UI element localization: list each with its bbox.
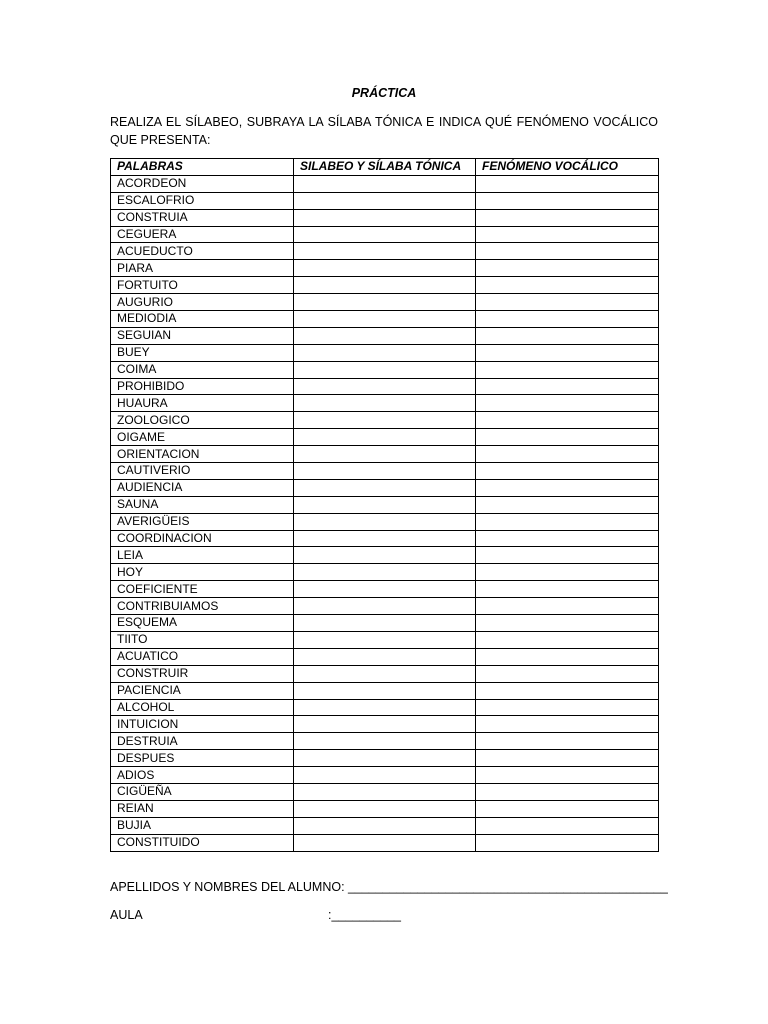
syllabification-cell[interactable]	[294, 665, 476, 682]
vowel-phenomenon-cell[interactable]	[476, 547, 659, 564]
word-cell: REIAN	[111, 800, 294, 817]
syllabification-cell[interactable]	[294, 615, 476, 632]
table-row	[111, 767, 659, 784]
vowel-phenomenon-cell[interactable]	[476, 834, 659, 851]
syllabification-cell[interactable]	[294, 817, 476, 834]
vowel-phenomenon-cell[interactable]	[476, 327, 659, 344]
vowel-phenomenon-cell[interactable]	[476, 648, 659, 665]
table-row	[111, 513, 659, 530]
vowel-phenomenon-cell[interactable]	[476, 716, 659, 733]
syllabification-cell[interactable]	[294, 682, 476, 699]
table-row	[111, 598, 659, 615]
table-row	[111, 209, 659, 226]
table-row	[111, 192, 659, 209]
page-title: PRÁCTICA	[351, 86, 417, 100]
column-header-palabras: PALABRAS	[111, 159, 294, 176]
vowel-phenomenon-cell[interactable]	[476, 378, 659, 395]
vowel-phenomenon-cell[interactable]	[476, 631, 659, 648]
student-name-line: APELLIDOS Y NOMBRES DEL ALUMNO: ______________________________________________	[110, 880, 668, 894]
word-cell: SEGUIAN	[111, 327, 294, 344]
syllabification-cell[interactable]	[294, 311, 476, 328]
table-row	[111, 496, 659, 513]
table-row	[111, 361, 659, 378]
vowel-phenomenon-cell[interactable]	[476, 530, 659, 547]
word-cell: CONSTRUIR	[111, 665, 294, 682]
syllabification-cell[interactable]	[294, 598, 476, 615]
table-row	[111, 834, 659, 851]
table-header-row	[111, 159, 659, 176]
table-body	[111, 175, 659, 851]
word-cell: CONSTITUIDO	[111, 834, 294, 851]
syllabification-cell[interactable]	[294, 564, 476, 581]
word-cell: ALCOHOL	[111, 699, 294, 716]
word-cell: ACUATICO	[111, 648, 294, 665]
table-row	[111, 311, 659, 328]
word-cell: LEIA	[111, 547, 294, 564]
table-row	[111, 226, 659, 243]
vowel-phenomenon-cell[interactable]	[476, 446, 659, 463]
syllabification-cell[interactable]	[294, 260, 476, 277]
word-cell: HUAURA	[111, 395, 294, 412]
vowel-phenomenon-cell[interactable]	[476, 800, 659, 817]
syllabification-cell[interactable]	[294, 175, 476, 192]
table-row	[111, 344, 659, 361]
vowel-phenomenon-cell[interactable]	[476, 598, 659, 615]
word-cell: INTUICION	[111, 716, 294, 733]
vowel-phenomenon-cell[interactable]	[476, 311, 659, 328]
syllabification-cell[interactable]	[294, 716, 476, 733]
syllabification-cell[interactable]	[294, 361, 476, 378]
word-cell: PROHIBIDO	[111, 378, 294, 395]
table-row	[111, 615, 659, 632]
word-cell: ESCALOFRIO	[111, 192, 294, 209]
vowel-phenomenon-cell[interactable]	[476, 226, 659, 243]
vowel-phenomenon-cell[interactable]	[476, 479, 659, 496]
syllabification-cell[interactable]	[294, 699, 476, 716]
syllabification-cell[interactable]	[294, 412, 476, 429]
vowel-phenomenon-cell[interactable]	[476, 209, 659, 226]
syllabification-cell[interactable]	[294, 800, 476, 817]
syllabification-cell[interactable]	[294, 513, 476, 530]
table-row	[111, 682, 659, 699]
syllabification-cell[interactable]	[294, 395, 476, 412]
table-row	[111, 750, 659, 767]
vowel-phenomenon-cell[interactable]	[476, 665, 659, 682]
table-row	[111, 699, 659, 716]
vowel-phenomenon-cell[interactable]	[476, 682, 659, 699]
table-row	[111, 277, 659, 294]
vowel-phenomenon-cell[interactable]	[476, 395, 659, 412]
vowel-phenomenon-cell[interactable]	[476, 783, 659, 800]
vowel-phenomenon-cell[interactable]	[476, 581, 659, 598]
word-cell: OIGAME	[111, 429, 294, 446]
word-cell: COORDINACION	[111, 530, 294, 547]
syllabification-cell[interactable]	[294, 192, 476, 209]
table-row	[111, 564, 659, 581]
syllabification-cell[interactable]	[294, 496, 476, 513]
vowel-phenomenon-cell[interactable]	[476, 277, 659, 294]
syllabification-cell[interactable]	[294, 294, 476, 311]
vowel-phenomenon-cell[interactable]	[476, 344, 659, 361]
table-row	[111, 631, 659, 648]
table-row	[111, 648, 659, 665]
vowel-phenomenon-cell[interactable]	[476, 733, 659, 750]
word-cell: CEGUERA	[111, 226, 294, 243]
syllabification-cell[interactable]	[294, 243, 476, 260]
table-row	[111, 243, 659, 260]
syllabification-cell[interactable]	[294, 767, 476, 784]
vowel-phenomenon-cell[interactable]	[476, 767, 659, 784]
vowel-phenomenon-cell[interactable]	[476, 243, 659, 260]
word-cell: ESQUEMA	[111, 615, 294, 632]
word-cell: BUEY	[111, 344, 294, 361]
syllabification-cell[interactable]	[294, 479, 476, 496]
aula-label: AULA	[110, 908, 143, 922]
table-row	[111, 547, 659, 564]
word-cell: ACUEDUCTO	[111, 243, 294, 260]
table-row	[111, 817, 659, 834]
aula-blank: :__________	[328, 908, 401, 922]
word-cell: DESPUES	[111, 750, 294, 767]
table-row	[111, 412, 659, 429]
word-cell: COIMA	[111, 361, 294, 378]
word-cell: CONTRIBUIAMOS	[111, 598, 294, 615]
word-cell: AUDIENCIA	[111, 479, 294, 496]
word-cell: SAUNA	[111, 496, 294, 513]
aula-line	[110, 908, 401, 922]
vowel-phenomenon-cell[interactable]	[476, 192, 659, 209]
syllabification-cell[interactable]	[294, 327, 476, 344]
vowel-phenomenon-cell[interactable]	[476, 294, 659, 311]
syllabification-cell[interactable]	[294, 226, 476, 243]
column-header-silabeo: SILABEO Y SÍLABA TÓNICA	[294, 159, 476, 176]
word-cell: AVERIGÜEIS	[111, 513, 294, 530]
vowel-phenomenon-cell[interactable]	[476, 260, 659, 277]
vowel-phenomenon-cell[interactable]	[476, 361, 659, 378]
word-cell: ORIENTACION	[111, 446, 294, 463]
syllabification-cell[interactable]	[294, 344, 476, 361]
word-cell: PACIENCIA	[111, 682, 294, 699]
syllabification-cell[interactable]	[294, 429, 476, 446]
syllabification-cell[interactable]	[294, 581, 476, 598]
syllabification-cell[interactable]	[294, 446, 476, 463]
table-row	[111, 463, 659, 480]
vowel-phenomenon-cell[interactable]	[476, 496, 659, 513]
table-row	[111, 294, 659, 311]
word-cell: COEFICIENTE	[111, 581, 294, 598]
column-header-fenomeno: FENÓMENO VOCÁLICO	[476, 159, 659, 176]
syllabification-cell[interactable]	[294, 209, 476, 226]
table-row	[111, 733, 659, 750]
table-row	[111, 446, 659, 463]
table-row	[111, 716, 659, 733]
vowel-phenomenon-cell[interactable]	[476, 564, 659, 581]
word-cell: ACORDEON	[111, 175, 294, 192]
word-cell: BUJIA	[111, 817, 294, 834]
vowel-phenomenon-cell[interactable]	[476, 412, 659, 429]
syllabification-cell[interactable]	[294, 733, 476, 750]
word-cell: ADIOS	[111, 767, 294, 784]
table-row	[111, 175, 659, 192]
vowel-phenomenon-cell[interactable]	[476, 463, 659, 480]
table-row	[111, 783, 659, 800]
vowel-phenomenon-cell[interactable]	[476, 750, 659, 767]
syllabification-cell[interactable]	[294, 750, 476, 767]
word-cell: TIITO	[111, 631, 294, 648]
word-cell: CIGÜEÑA	[111, 783, 294, 800]
practice-table	[110, 158, 659, 852]
word-cell: CONSTRUIA	[111, 209, 294, 226]
table-row	[111, 260, 659, 277]
table-row	[111, 395, 659, 412]
vowel-phenomenon-cell[interactable]	[476, 817, 659, 834]
syllabification-cell[interactable]	[294, 530, 476, 547]
vowel-phenomenon-cell[interactable]	[476, 615, 659, 632]
table-row	[111, 378, 659, 395]
table-row	[111, 665, 659, 682]
word-cell: DESTRUIA	[111, 733, 294, 750]
syllabification-cell[interactable]	[294, 277, 476, 294]
table-row	[111, 581, 659, 598]
vowel-phenomenon-cell[interactable]	[476, 429, 659, 446]
table-row	[111, 800, 659, 817]
syllabification-cell[interactable]	[294, 378, 476, 395]
syllabification-cell[interactable]	[294, 783, 476, 800]
word-cell: PIARA	[111, 260, 294, 277]
word-cell: HOY	[111, 564, 294, 581]
vowel-phenomenon-cell[interactable]	[476, 175, 659, 192]
syllabification-cell[interactable]	[294, 631, 476, 648]
syllabification-cell[interactable]	[294, 547, 476, 564]
instructions-text: REALIZA EL SÍLABEO, SUBRAYA LA SÍLABA TÓNICA E INDICA QUÉ FENÓMENO VOCÁLICO QUE PRESENTA:	[110, 115, 658, 147]
table-row	[111, 327, 659, 344]
syllabification-cell[interactable]	[294, 648, 476, 665]
syllabification-cell[interactable]	[294, 834, 476, 851]
table-row	[111, 530, 659, 547]
word-cell: AUGURIO	[111, 294, 294, 311]
word-cell: FORTUITO	[111, 277, 294, 294]
syllabification-cell[interactable]	[294, 463, 476, 480]
table-row	[111, 479, 659, 496]
word-cell: ZOOLOGICO	[111, 412, 294, 429]
table-row	[111, 429, 659, 446]
vowel-phenomenon-cell[interactable]	[476, 513, 659, 530]
vowel-phenomenon-cell[interactable]	[476, 699, 659, 716]
word-cell: CAUTIVERIO	[111, 463, 294, 480]
word-cell: MEDIODIA	[111, 311, 294, 328]
